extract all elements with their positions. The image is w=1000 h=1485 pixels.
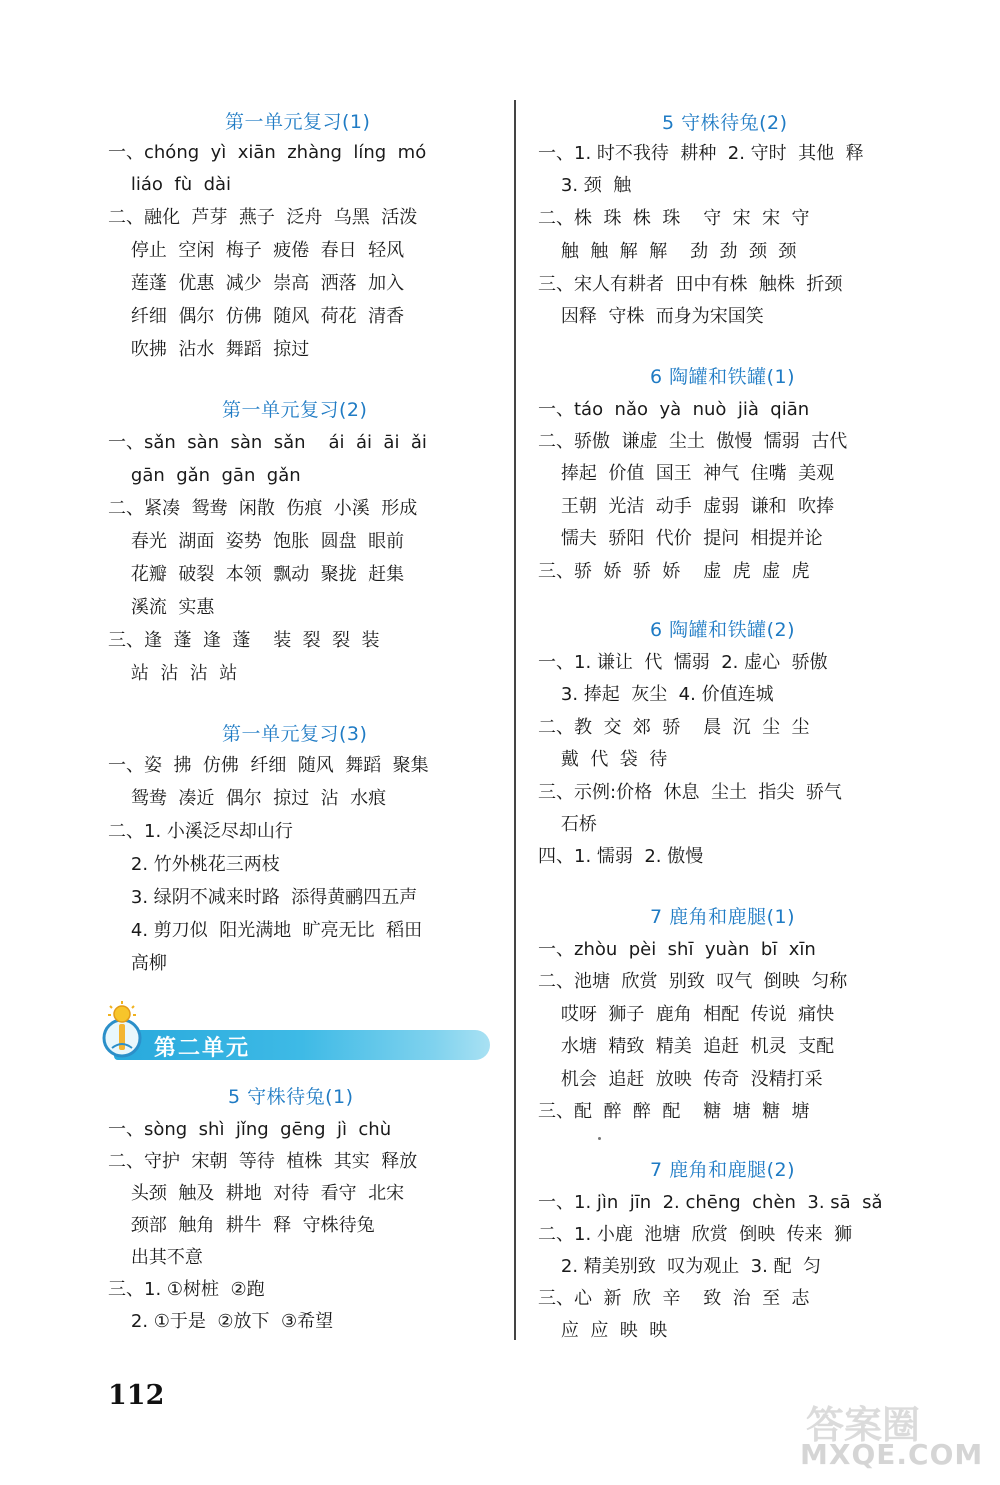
answer-line: 戴 代 袋 待 [538, 749, 668, 770]
answer-line: 机会 追赶 放映 传奇 没精打采 [538, 1069, 823, 1090]
answer-line: 因释 守株 而身为宋国笑 [538, 306, 764, 327]
answer-line: 2. ①于是 ②放下 ③希望 [108, 1311, 334, 1332]
answer-line: 站 沾 沾 站 [108, 663, 238, 684]
section-title: 6 陶罐和铁罐(2) [650, 619, 796, 641]
answer-line: 三、骄 娇 骄 娇 虚 虎 虚 虎 [538, 561, 810, 582]
answer-line: 春光 湖面 姿势 饱胀 圆盘 眼前 [108, 531, 405, 552]
answer-line: 二、紧凑 鸳鸯 闲散 伤痕 小溪 形成 [108, 498, 418, 519]
answer-line: 三、心 新 欣 辛 致 治 至 志 [538, 1288, 810, 1309]
answer-line: 2. 竹外桃花三两枝 [108, 854, 280, 875]
answer-line: 一、zhòu pèi shī yuàn bī xīn [538, 939, 816, 960]
watermark-text: MXQE.COM [800, 1438, 984, 1471]
section-title: 第一单元复习(1) [225, 111, 371, 133]
answer-line: liáo fù dài [108, 174, 232, 195]
section-title: 5 守株待兔(2) [662, 112, 788, 134]
answer-line: 头颈 触及 耕地 对待 看守 北宋 [108, 1183, 405, 1204]
answer-line: 哎呀 狮子 鹿角 相配 传说 痛快 [538, 1004, 835, 1025]
answer-line: 二、1. 小溪泛尽却山行 [108, 821, 293, 842]
section-title: 7 鹿角和鹿腿(2) [650, 1159, 796, 1181]
answer-line: 停止 空闲 梅子 疲倦 春日 轻风 [108, 240, 405, 261]
section-title: 第一单元复习(3) [222, 723, 368, 745]
answer-line: 一、姿 拂 仿佛 纤细 随风 舞蹈 聚集 [108, 755, 429, 776]
watermark-glyphs: 答案圈 [806, 1403, 921, 1447]
unit-banner [100, 1026, 490, 1064]
section-title: 6 陶罐和铁罐(1) [650, 366, 796, 388]
answer-line: 二、教 交 郊 骄 晨 沉 尘 尘 [538, 717, 810, 738]
answer-line: 出其不意 [108, 1247, 203, 1268]
answer-line: 懦夫 骄阳 代价 提问 相提并论 [538, 528, 823, 549]
answer-line: 一、chóng yì xiān zhàng líng mó [108, 142, 427, 163]
answer-line: 四、1. 懦弱 2. 傲慢 [538, 846, 704, 867]
column-divider [514, 100, 516, 1340]
answer-line: 鸳鸯 凑近 偶尔 掠过 沾 水痕 [108, 788, 387, 809]
answer-line: 4. 剪刀似 阳光满地 旷亮无比 稻田 [108, 920, 423, 941]
section-title: 7 鹿角和鹿腿(1) [650, 906, 796, 928]
answer-line: 高柳 [108, 953, 167, 974]
answer-line: 三、1. ①树桩 ②跑 [108, 1279, 265, 1300]
answer-line: 二、骄傲 谦虚 尘土 傲慢 懦弱 古代 [538, 431, 848, 452]
answer-line: 三、逢 蓬 逢 蓬 装 裂 裂 装 [108, 630, 380, 651]
page-number: 112 [108, 1380, 165, 1411]
answer-line: gān gǎn gān gǎn [108, 465, 301, 486]
answer-line: 二、守护 宋朝 等待 植株 其实 释放 [108, 1151, 418, 1172]
answer-line: 3. 捧起 灰尘 4. 价值连城 [538, 684, 774, 705]
answer-line: 三、配 醉 醉 配 糖 塘 糖 塘 [538, 1101, 810, 1122]
answer-line: 捧起 价值 国王 神气 住嘴 美观 [538, 463, 835, 484]
answer-line: 花瓣 破裂 本领 飘动 聚拢 赶集 [108, 564, 405, 585]
print-speck [598, 1137, 601, 1140]
answer-line: 3. 颈 触 [538, 175, 632, 196]
unit-banner-title: 第二单元 [154, 1036, 251, 1061]
answer-line: 触 触 解 解 劲 劲 颈 颈 [538, 241, 797, 262]
answer-line: 颈部 触角 耕牛 释 守株待兔 [108, 1215, 375, 1236]
answer-line: 一、táo nǎo yà nuò jià qiān [538, 399, 810, 420]
sun-mascot-icon [100, 1000, 150, 1064]
answer-line: 三、示例:价格 休息 尘土 指尖 骄气 [538, 782, 842, 803]
section-title: 第一单元复习(2) [222, 399, 368, 421]
answer-line: 王朝 光洁 动手 虚弱 谦和 吹捧 [538, 496, 835, 517]
answer-line: 纤细 偶尔 仿佛 随风 荷花 清香 [108, 306, 405, 327]
answer-line: 2. 精美别致 叹为观止 3. 配 匀 [538, 1256, 822, 1277]
answer-line: 莲蓬 优惠 减少 崇高 洒落 加入 [108, 273, 405, 294]
answer-line: 一、1. 时不我待 耕种 2. 守时 其他 释 [538, 143, 864, 164]
answer-line: 水塘 精致 精美 追赶 机灵 支配 [538, 1036, 835, 1057]
answer-line: 应 应 映 映 [538, 1320, 668, 1341]
answer-line: 一、1. jìn jīn 2. chēng chèn 3. sā sǎ [538, 1192, 883, 1213]
answer-line: 二、池塘 欣赏 别致 叹气 倒映 匀称 [538, 971, 848, 992]
answer-line: 一、sòng shì jǐng gēng jì chù [108, 1119, 392, 1140]
answer-line: 一、sǎn sàn sàn sǎn ái ái āi ǎi [108, 432, 427, 453]
answer-line: 一、1. 谦让 代 懦弱 2. 虚心 骄傲 [538, 652, 828, 673]
answer-line: 二、1. 小鹿 池塘 欣赏 倒映 传来 狮 [538, 1224, 853, 1245]
answer-line: 三、宋人有耕者 田中有株 触株 折颈 [538, 274, 843, 295]
answer-line: 溪流 实惠 [108, 597, 215, 618]
watermark-logo [796, 1392, 986, 1476]
answer-line: 石桥 [538, 814, 597, 835]
answer-line: 二、融化 芦芽 燕子 泛舟 乌黑 活泼 [108, 207, 418, 228]
answer-line: 二、株 珠 株 珠 守 宋 宋 守 [538, 208, 810, 229]
answer-line: 3. 绿阴不减来时路 添得黄鹂四五声 [108, 887, 418, 908]
section-title: 5 守株待兔(1) [228, 1086, 354, 1108]
answer-line: 吹拂 沾水 舞蹈 掠过 [108, 339, 310, 360]
